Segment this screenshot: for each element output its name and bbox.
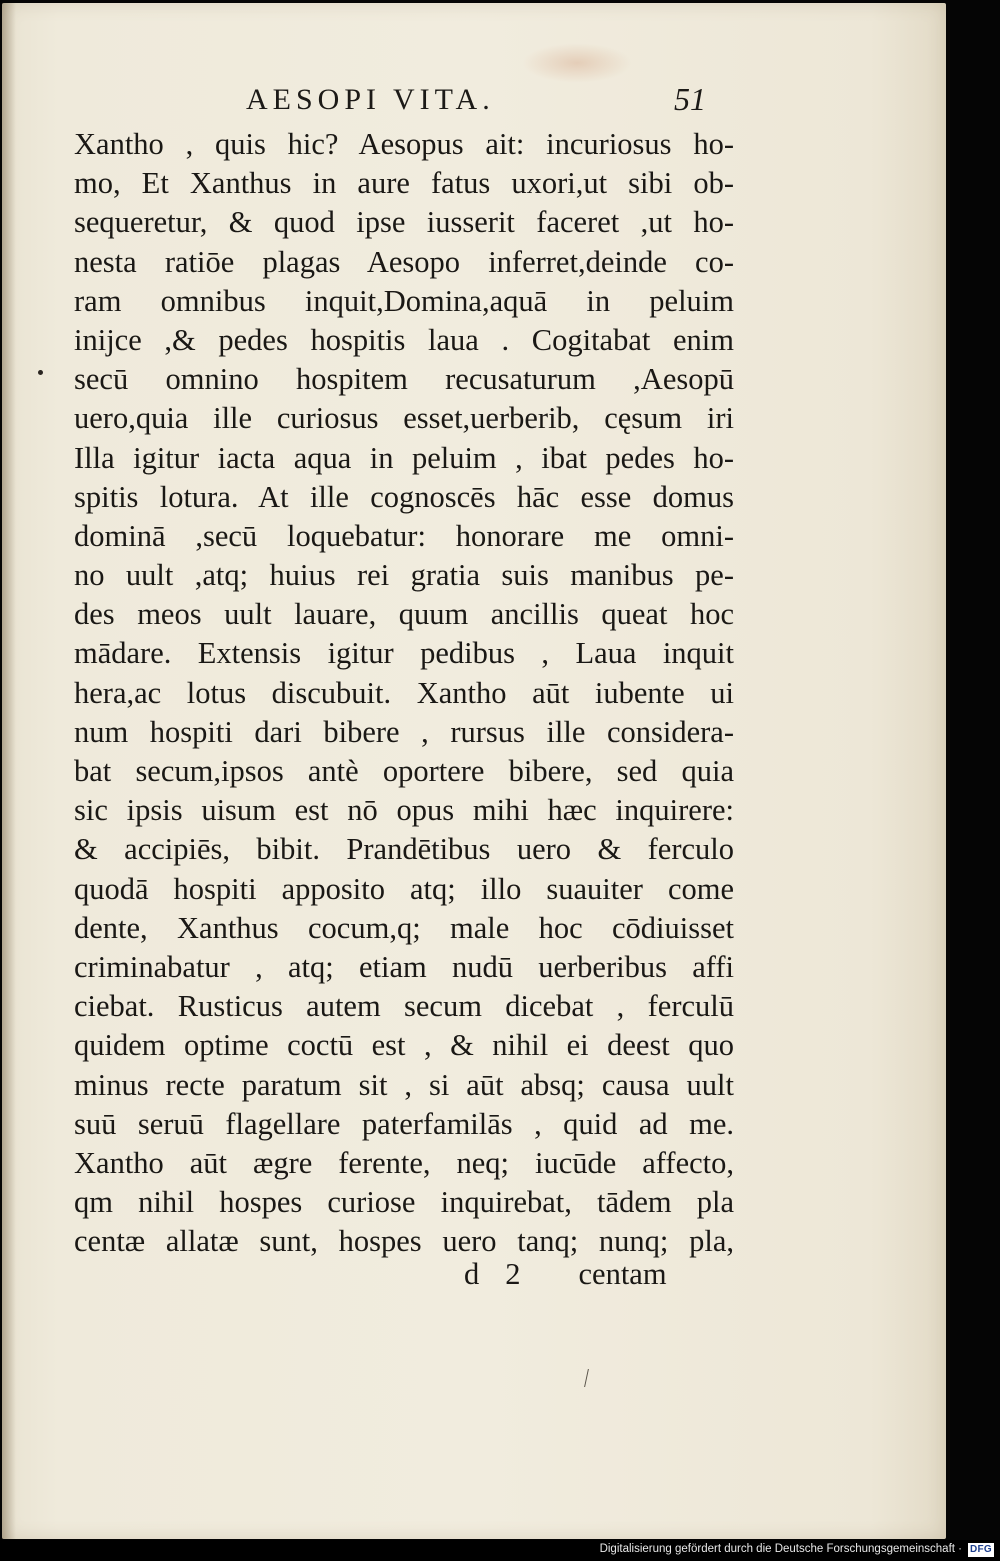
page-gutter-shadow <box>2 3 16 1539</box>
text-line: hera,ac lotus discubuit. Xantho aūt iubente ui <box>74 675 734 710</box>
text-line: quidem optime coctū est , & nihil ei deest quo <box>74 1028 734 1063</box>
text-line: nesta ratiōe plagas Aesopo inferret,deinde co- <box>74 244 734 279</box>
text-line: des meos uult lauare, quum ancillis queat hoc <box>74 597 734 632</box>
text-line: Xantho , quis hic? Aesopus ait: incuriosus ho- <box>74 127 734 161</box>
signature-number: 2 <box>505 1257 521 1291</box>
margin-mark <box>38 370 43 375</box>
text-line: dente, Xanthus cocum,q; male hoc cōdiuisset <box>74 910 734 945</box>
text-line: secū omnino hospitem recusaturum ,Aesopū <box>74 362 734 397</box>
pen-stroke-mark <box>580 1369 589 1387</box>
text-line: dominā ,secū loquebatur: honorare me omni- <box>74 518 734 553</box>
text-line: suū seruū flagellare paterfamilās , quid ad me. <box>74 1106 734 1141</box>
text-line: inijce ,& pedes hospitis laua . Cogitabat enim <box>74 322 734 357</box>
text-line: mo, Et Xanthus in aure fatus uxori,ut sibi ob- <box>74 166 734 201</box>
text-line: sequeretur, & quod ipse iusserit faceret ,ut ho- <box>74 205 734 240</box>
text-line: spitis lotura. At ille cognoscēs hāc esse domus <box>74 479 734 514</box>
signature-mark: d <box>464 1257 480 1291</box>
paper-stain <box>522 43 632 83</box>
text-line: & accipiēs, bibit. Prandētibus uero & ferculo <box>74 832 734 867</box>
text-line: mādare. Extensis igitur pedibus , Laua inquit <box>74 636 734 671</box>
book-page <box>2 3 946 1539</box>
running-head: AESOPI VITA. <box>246 83 495 116</box>
footer-bar <box>0 1540 1000 1561</box>
text-line: qm nihil hospes curiose inquirebat, tādem pla <box>74 1185 734 1220</box>
signature-line <box>464 1257 726 1292</box>
folio-number: 51 <box>674 81 706 117</box>
text-line: criminabatur , atq; etiam nudū uerberibus affi <box>74 949 734 984</box>
text-line: Xantho aūt ægre ferente, neq; iucūde affecto, <box>74 1145 734 1180</box>
text-line: uero,quia ille curiosus esset,uerberib, cęsum iri <box>74 401 734 436</box>
text-line: centæ allatæ sunt, hospes uero tanq; nunq; pla, <box>74 1224 734 1259</box>
text-line: bat secum,ipsos antè oportere bibere, sed quia <box>74 754 734 788</box>
text-line: no uult ,atq; huius rei gratia suis manibus pe- <box>74 558 734 593</box>
funding-credit: Digitalisierung gefördert durch die Deutsche Forschungsgemeinschaft · <box>599 1543 962 1555</box>
text-line: Illa igitur iacta aqua in peluim , ibat pedes ho- <box>74 440 734 475</box>
dfg-logo: DFG <box>969 1544 992 1555</box>
body-text <box>74 125 734 1261</box>
text-line: minus recte paratum sit , si aūt absq; causa uult <box>74 1067 734 1102</box>
text-line: ram omnibus inquit,Domina,aquā in peluim <box>74 283 734 318</box>
catchword: centam <box>578 1257 667 1291</box>
text-line: sic ipsis uisum est nō opus mihi hæc inquirere: <box>74 793 734 828</box>
text-line: num hospiti dari bibere , rursus ille considera- <box>74 714 734 749</box>
text-line: ciebat. Rusticus autem secum dicebat , ferculū <box>74 989 734 1024</box>
text-line: quodā hospiti apposito atq; illo suauiter come <box>74 871 734 906</box>
